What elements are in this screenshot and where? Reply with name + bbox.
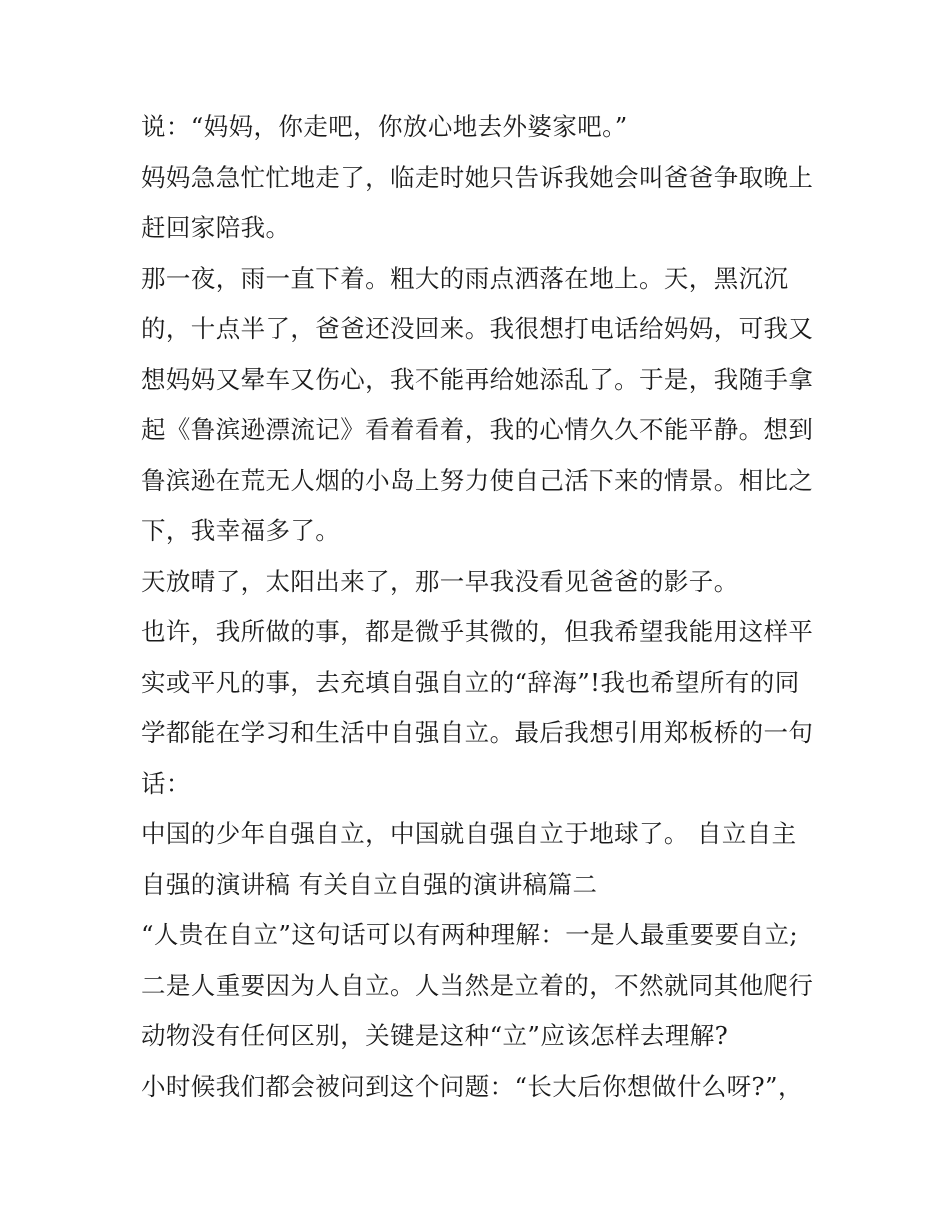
text-line: 的，十点半了，爸爸还没回来。我很想打电话给妈妈，可我又 [141,314,814,343]
text-line: 动物没有任何区别，关键是这种“立”应该怎样去理解? [141,1021,729,1050]
text-line: 那一夜，雨一直下着。粗大的雨点洒落在地上。天，黑沉沉 [141,263,789,293]
text-line: 话： [141,768,191,798]
text-line: 鲁滨逊在荒无人烟的小岛上努力使自己活下来的情景。相比之 [141,465,814,495]
text-line: “人贵在自立”这句话可以有两种理解：一是人最重要要自立; [141,920,799,949]
text-line: 赶回家陪我。 [141,213,291,242]
section-heading-line: 自强的演讲稿 有关自立自强的演讲稿篇二 [141,869,598,899]
text-line: 说：“妈妈，你走吧，你放心地去外婆家吧。” [141,112,628,141]
document-text-body [141,102,821,1112]
text-line: 妈妈急急忙忙地走了，临走时她只告诉我她会叫爸爸争取晚上 [141,162,814,192]
text-line: 小时候我们都会被问到这个问题：“长大后你想做什么呀?”， [141,1071,803,1101]
text-line: 起《鲁滨逊漂流记》看着看着，我的心情久久不能平静。想到 [141,415,814,444]
text-line: 想妈妈又晕车又伤心，我不能再给她添乱了。于是，我随手拿 [141,364,814,394]
text-line: 学都能在学习和生活中自强自立。最后我想引用郑板桥的一句 [141,718,814,747]
text-line: 二是人重要因为人自立。人当然是立着的，不然就同其他爬行 [141,970,814,1000]
text-line: 实或平凡的事，去充填自强自立的“辞海”!我也希望所有的同 [141,667,800,697]
text-line: 中国的少年自强自立，中国就自强自立于地球了。 自立自主 [141,819,797,848]
text-line: 下，我幸福多了。 [141,516,341,545]
text-line: 也许，我所做的事，都是微乎其微的，但我希望我能用这样平 [141,617,814,646]
text-line: 天放晴了，太阳出来了，那一早我没看见爸爸的影子。 [141,566,739,596]
